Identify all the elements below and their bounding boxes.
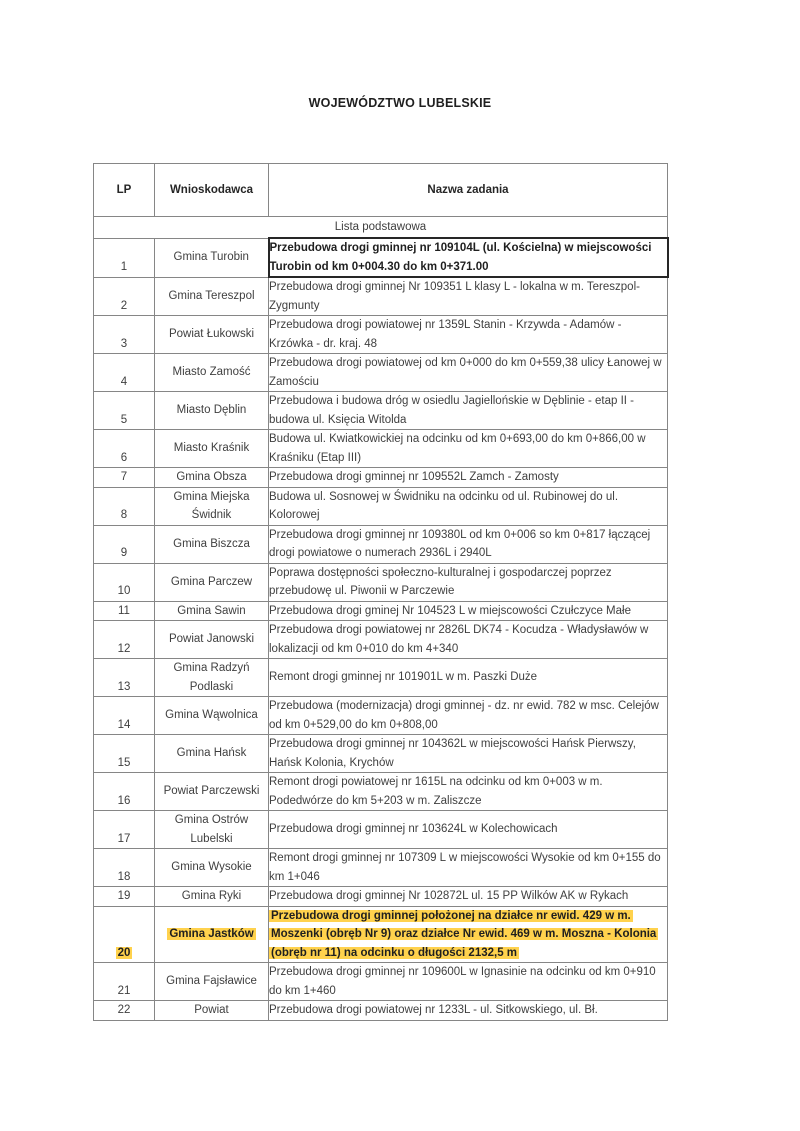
task-description: Przebudowa drogi gminnej nr 109552L Zamch - Zamosty <box>269 471 559 483</box>
table-row <box>94 659 668 697</box>
row-number: 18 <box>117 870 131 883</box>
task-description-cell <box>269 392 668 430</box>
row-number: 3 <box>120 337 128 350</box>
table-row <box>94 849 668 887</box>
row-number-cell <box>94 354 155 392</box>
task-description-cell <box>269 277 668 316</box>
applicant-name: Powiat Janowski <box>168 633 254 646</box>
task-description: Budowa ul. Sosnowej w Świdniku na odcinku od ul. Rubinowej do ul. Kolorowej <box>269 490 619 521</box>
task-description-cell <box>269 735 668 773</box>
applicant-name: Miasto Zamość <box>172 366 251 379</box>
row-number-cell <box>94 277 155 316</box>
task-description: Przebudowa drogi powiatowej od km 0+000 do km 0+559,38 ulicy Łanowej w Zamościu <box>269 357 662 388</box>
applicant-name-cell <box>155 697 269 735</box>
applicant-name-cell <box>155 849 269 887</box>
task-description-cell <box>269 468 668 488</box>
row-number: 9 <box>120 547 128 559</box>
task-description: Przebudowa drogi gminnej położonej na działce nr ewid. 429 w m. Moszenki (obręb Nr 9) oraz działce Nr ewid. 469 w m. Moszna - Kolonia (obręb nr 11) na odcinku o długości 2132,5 m <box>271 909 657 959</box>
row-number-cell <box>94 697 155 735</box>
projects-table <box>93 163 669 1021</box>
table-row <box>94 392 668 430</box>
row-number-cell <box>94 906 155 963</box>
row-number-cell <box>94 238 155 277</box>
table-row <box>94 697 668 735</box>
table-row <box>94 316 668 354</box>
applicant-name: Gmina Tereszpol <box>168 290 255 302</box>
table-row <box>94 906 668 963</box>
applicant-name: Gmina Wąwolnica <box>165 709 258 722</box>
row-number: 7 <box>120 471 128 483</box>
task-description-cell <box>269 621 668 659</box>
table-row <box>94 735 668 773</box>
row-number-cell <box>94 525 155 563</box>
applicant-name-cell <box>155 601 269 621</box>
applicant-name-cell <box>155 811 269 849</box>
task-description-cell <box>269 659 668 697</box>
section-header-row <box>94 217 668 239</box>
applicant-name: Gmina Jastków <box>169 928 254 940</box>
task-description-cell <box>269 773 668 811</box>
row-number: 11 <box>118 604 130 617</box>
page-title: WOJEWÓDZTWO LUBELSKIE <box>308 96 492 110</box>
task-description-cell <box>269 525 668 563</box>
task-description: Przebudowa drogi powiatowej nr 1233L - ul. Sitkowskiego, ul. Bł. <box>269 1004 598 1016</box>
row-number: 10 <box>117 585 131 597</box>
section-label: Lista podstawowa <box>94 217 668 239</box>
row-number-cell <box>94 811 155 849</box>
applicant-name-cell <box>155 316 269 354</box>
row-number-cell <box>94 773 155 811</box>
task-description: Przebudowa drogi powiatowej nr 1359L Stanin - Krzywda - Adamów - Krzówka - dr. kraj. 48 <box>269 319 622 350</box>
task-description-cell <box>269 238 668 277</box>
task-description-cell <box>269 1001 668 1021</box>
table-header-row <box>94 164 668 217</box>
task-description: Przebudowa (modernizacja) drogi gminnej - dz. nr ewid. 782 w msc. Celejów od km 0+529,00 do km 0+808,00 <box>269 700 659 731</box>
task-description-cell <box>269 887 668 907</box>
applicant-name-cell <box>155 487 269 525</box>
task-description-cell <box>269 487 668 525</box>
applicant-name: Gmina Hańsk <box>176 747 247 760</box>
task-description: Remont drogi gminnej nr 101901L w m. Paszki Duże <box>269 671 538 684</box>
task-description-cell <box>269 316 668 354</box>
row-number: 20 <box>117 946 131 959</box>
row-number: 6 <box>120 451 128 464</box>
task-description-cell <box>269 601 668 621</box>
task-description-cell <box>269 963 668 1001</box>
table-row <box>94 621 668 659</box>
row-number-cell <box>94 316 155 354</box>
row-number-cell <box>94 392 155 430</box>
table-row <box>94 811 668 849</box>
row-number-cell <box>94 468 155 488</box>
task-description: Przebudowa drogi gminnej nr 109600L w Ignasinie na odcinku od km 0+910 do km 1+460 <box>269 966 656 997</box>
task-description: Przebudowa drogi powiatowej nr 2826L DK74 - Kocudza - Władysławów w lokalizacji od km 0+010 do km 4+340 <box>269 624 649 655</box>
applicant-name-cell <box>155 354 269 392</box>
task-description-cell <box>269 563 668 601</box>
task-description-cell <box>269 430 668 468</box>
table-row <box>94 525 668 563</box>
table-row <box>94 601 668 621</box>
applicant-name: Miasto Kraśnik <box>173 442 250 455</box>
table-row <box>94 354 668 392</box>
table-row <box>94 887 668 907</box>
applicant-name-cell <box>155 906 269 963</box>
task-description: Przebudowa i budowa dróg w osiedlu Jagiellońskie w Dęblinie - etap II - budowa ul. Księcia Witolda <box>269 395 635 426</box>
task-description: Budowa ul. Kwiatkowickiej na odcinku od km 0+693,00 do km 0+866,00 w Kraśniku (Etap III) <box>269 433 646 464</box>
task-description-cell <box>269 811 668 849</box>
applicant-name-cell <box>155 1001 269 1021</box>
task-description: Remont drogi powiatowej nr 1615L na odcinku od km 0+003 w m. Podedwórze do km 5+203 w m. Zaliszcze <box>269 776 603 807</box>
table-row <box>94 487 668 525</box>
applicant-name: Gmina Wysokie <box>171 861 252 874</box>
applicant-name-cell <box>155 525 269 563</box>
table-row <box>94 468 668 488</box>
column-header-task: Nazwa zadania <box>269 164 668 217</box>
table-row <box>94 1001 668 1021</box>
task-description: Przebudowa drogi gminej Nr 104523 L w miejscowości Czułczyce Małe <box>269 604 631 617</box>
row-number: 16 <box>117 794 131 807</box>
task-description: Poprawa dostępności społeczno-kulturalnej i gospodarczej poprzez przebudowę ul. Piwonii w Parczewie <box>269 566 612 597</box>
applicant-name: Gmina Sawin <box>177 604 246 617</box>
row-number-cell <box>94 887 155 907</box>
applicant-name-cell <box>155 430 269 468</box>
applicant-name-cell <box>155 735 269 773</box>
applicant-name: Gmina Biszcza <box>173 537 250 550</box>
task-description: Przebudowa drogi gminnej nr 103624L w Kolechowicach <box>269 823 558 836</box>
applicant-name: Gmina Ostrów Lubelski <box>174 814 249 845</box>
applicant-name-cell <box>155 563 269 601</box>
table-row <box>94 773 668 811</box>
task-description: Przebudowa drogi gminnej Nr 109351 L klasy L - lokalna w m. Tereszpol-Zygmunty <box>269 281 640 312</box>
applicant-name: Gmina Parczew <box>170 575 253 588</box>
applicant-name-cell <box>155 621 269 659</box>
applicant-name: Powiat Parczewski <box>163 785 260 798</box>
row-number-cell <box>94 430 155 468</box>
table-row <box>94 238 668 277</box>
applicant-name: Gmina Fajsławice <box>166 975 257 988</box>
applicant-name: Gmina Obsza <box>176 471 247 483</box>
row-number: 5 <box>120 413 128 426</box>
task-description-cell <box>269 906 668 963</box>
task-description-cell <box>269 849 668 887</box>
task-description: Przebudowa drogi gminnej nr 109104L (ul. Kościelna) w miejscowości Turobin od km 0+004.30 do km 0+371.00 <box>269 242 652 273</box>
row-number-cell <box>94 963 155 1001</box>
task-description-cell <box>269 697 668 735</box>
row-number: 14 <box>117 718 131 731</box>
table-row <box>94 430 668 468</box>
applicant-name: Miasto Dęblin <box>176 404 247 417</box>
row-number-cell <box>94 621 155 659</box>
applicant-name-cell <box>155 238 269 277</box>
column-header-applicant: Wnioskodawca <box>155 164 269 217</box>
applicant-name-cell <box>155 887 269 907</box>
row-number: 21 <box>117 984 131 997</box>
row-number: 12 <box>117 642 131 655</box>
table-row <box>94 563 668 601</box>
row-number: 4 <box>120 375 128 388</box>
row-number-cell <box>94 1001 155 1021</box>
row-number: 8 <box>120 509 128 521</box>
task-description: Przebudowa drogi gminnej nr 104362L w miejscowości Hańsk Pierwszy, Hańsk Kolonia, Krychów <box>269 738 636 769</box>
applicant-name-cell <box>155 659 269 697</box>
column-header-lp: LP <box>94 164 155 217</box>
table-row <box>94 963 668 1001</box>
row-number-cell <box>94 487 155 525</box>
applicant-name: Gmina Miejska Świdnik <box>173 490 250 521</box>
applicant-name: Powiat <box>194 1004 229 1016</box>
applicant-name-cell <box>155 468 269 488</box>
applicant-name-cell <box>155 392 269 430</box>
row-number: 22 <box>117 1004 131 1016</box>
applicant-name-cell <box>155 773 269 811</box>
row-number-cell <box>94 849 155 887</box>
table-row <box>94 277 668 316</box>
row-number: 1 <box>120 261 128 273</box>
row-number-cell <box>94 735 155 773</box>
row-number: 13 <box>117 680 131 693</box>
row-number: 19 <box>117 890 131 902</box>
row-number: 2 <box>120 299 128 312</box>
row-number: 15 <box>117 756 131 769</box>
applicant-name-cell <box>155 963 269 1001</box>
task-description-cell <box>269 354 668 392</box>
table-body <box>94 238 668 1020</box>
applicant-name: Gmina Radzyń Podlaski <box>173 662 250 693</box>
row-number-cell <box>94 563 155 601</box>
task-description: Przebudowa drogi gminnej nr 109380L od km 0+006 so km 0+817 łączącej drogi powiatowe o numerach 2936L i 2940L <box>269 528 651 559</box>
task-description: Remont drogi gminnej nr 107309 L w miejscowości Wysokie od km 0+155 do km 1+046 <box>269 852 661 883</box>
row-number-cell <box>94 601 155 621</box>
row-number-cell <box>94 659 155 697</box>
applicant-name: Gmina Ryki <box>181 890 242 902</box>
applicant-name: Powiat Łukowski <box>168 328 254 341</box>
applicant-name: Gmina Turobin <box>173 251 249 264</box>
task-description: Przebudowa drogi gminnej Nr 102872L ul. 15 PP Wilków AK w Rykach <box>269 890 629 902</box>
row-number: 17 <box>117 832 131 845</box>
applicant-name-cell <box>155 277 269 316</box>
